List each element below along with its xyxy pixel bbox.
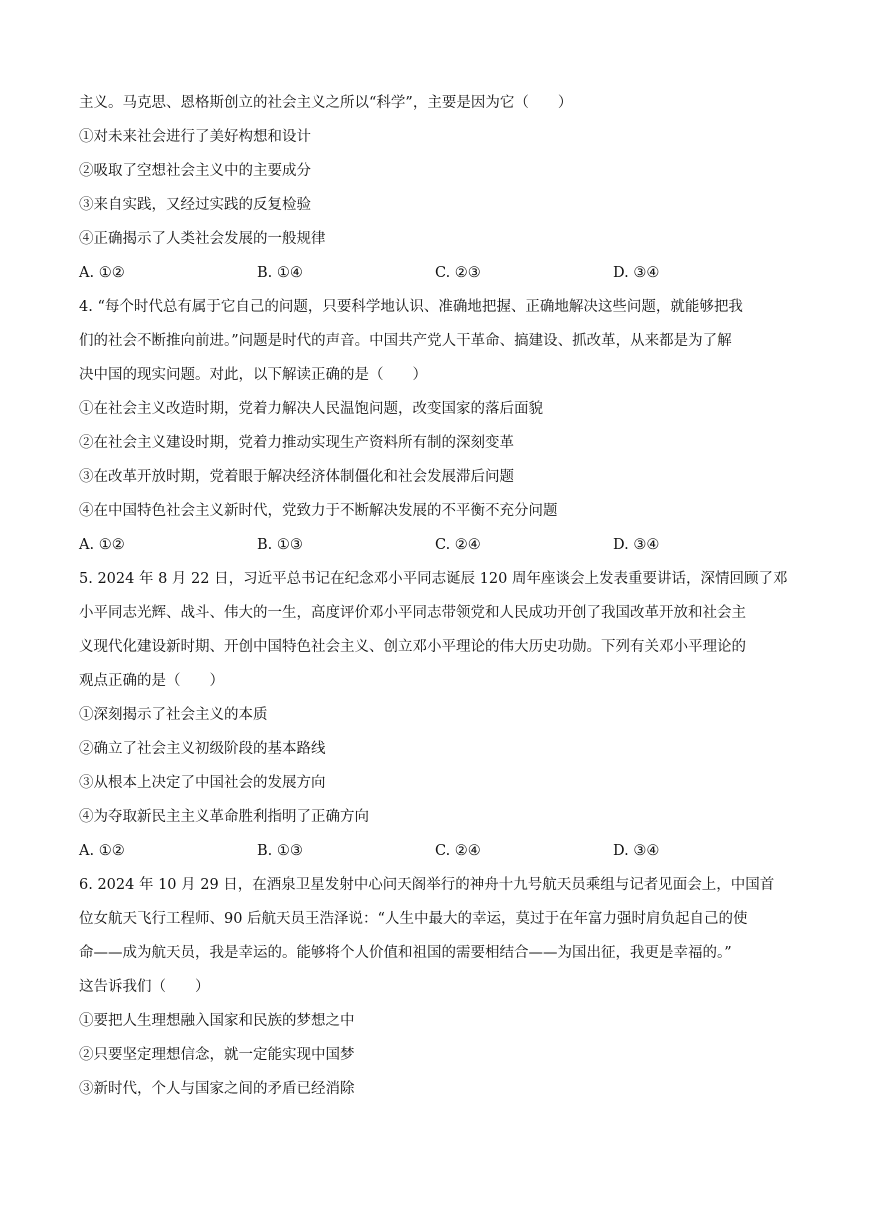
- q4-stem-line-1: 4. “每个时代总有属于它自己的问题，只要科学地认识、准确地把握、正确地解决这些问题，就能够把我: [79, 299, 743, 315]
- q5-options: [79, 834, 791, 868]
- q4-statement-4: ④在中国特色社会主义新时代，党致力于不断解决发展的不平衡不充分问题: [79, 503, 558, 519]
- q5-stem-line-3: 义现代化建设新时期、开创中国特色社会主义、创立邓小平理论的伟大历史功勋。下列有关邓小平理论的: [79, 639, 746, 655]
- q5-option-d: D. ③④: [613, 843, 660, 859]
- q3-statement-1: ①对未来社会进行了美好构想和设计: [79, 129, 311, 145]
- q4-statement-3: ③在改革开放时期，党着眼于解决经济体制僵化和社会发展滞后问题: [79, 469, 514, 485]
- q6-stem-line-3: 命——成为航天员，我是幸运的。能够将个人价值和祖国的需要相结合——为国出征，我更是幸福的。”: [79, 945, 732, 961]
- q4-stem-line-3: 决中国的现实问题。对此，以下解读正确的是（ ）: [79, 367, 427, 383]
- exam-page: [79, 86, 791, 1106]
- q3-statement-4: ④正确揭示了人类社会发展的一般规律: [79, 231, 326, 247]
- q5-statement-2: ②确立了社会主义初级阶段的基本路线: [79, 741, 326, 757]
- q4-stem-line-2: 们的社会不断推向前进。”问题是时代的声音。中国共产党人干革命、搞建设、抓改革，从来都是为了解: [79, 333, 732, 349]
- q6-stem-line-1: 6. 2024 年 10 月 29 日，在酒泉卫星发射中心问天阁举行的神舟十九号航天员乘组与记者见面会上，中国首: [79, 877, 775, 893]
- q6-statement-3: ③新时代，个人与国家之间的矛盾已经消除: [79, 1081, 355, 1097]
- q4-option-b: B. ①③: [257, 537, 303, 553]
- q6-stem-line-2: 位女航天飞行工程师、90 后航天员王浩泽说：“人生中最大的幸运，莫过于在年富力强时肩负起自己的使: [79, 911, 748, 927]
- q6-statement-1: ①要把人生理想融入国家和民族的梦想之中: [79, 1013, 355, 1029]
- q5-statement-3: ③从根本上决定了中国社会的发展方向: [79, 775, 326, 791]
- q4-option-a: A. ①②: [79, 537, 125, 553]
- q5-stem-line-4: 观点正确的是（ ）: [79, 673, 224, 689]
- q3-options: [79, 256, 791, 290]
- q6-statement-2: ②只要坚定理想信念，就一定能实现中国梦: [79, 1047, 355, 1063]
- q4-option-d: D. ③④: [613, 537, 660, 553]
- q5-option-c: C. ②④: [435, 843, 481, 859]
- q3-statement-2: ②吸取了空想社会主义中的主要成分: [79, 163, 311, 179]
- q4-option-c: C. ②④: [435, 537, 481, 553]
- q4-options: [79, 528, 791, 562]
- q5-option-a: A. ①②: [79, 843, 125, 859]
- q3-option-d: D. ③④: [613, 265, 660, 281]
- q6-stem-line-4: 这告诉我们（ ）: [79, 979, 210, 995]
- q5-option-b: B. ①③: [257, 843, 303, 859]
- q4-statement-2: ②在社会主义建设时期，党着力推动实现生产资料所有制的深刻变革: [79, 435, 514, 451]
- q3-option-a: A. ①②: [79, 265, 125, 281]
- q5-statement-4: ④为夺取新民主主义革命胜利指明了正确方向: [79, 809, 369, 825]
- q3-option-b: B. ①④: [257, 265, 303, 281]
- q3-option-c: C. ②③: [435, 265, 481, 281]
- q5-stem-line-2: 小平同志光辉、战斗、伟大的一生，高度评价邓小平同志带领党和人民成功开创了我国改革开放和社会主: [79, 605, 746, 621]
- q3-stem: 主义。马克思、恩格斯创立的社会主义之所以“科学”，主要是因为它（ ）: [79, 95, 573, 111]
- q4-statement-1: ①在社会主义改造时期，党着力解决人民温饱问题，改变国家的落后面貌: [79, 401, 543, 417]
- q3-statement-3: ③来自实践，又经过实践的反复检验: [79, 197, 311, 213]
- q5-statement-1: ①深刻揭示了社会主义的本质: [79, 707, 268, 723]
- q5-stem-line-1: 5. 2024 年 8 月 22 日，习近平总书记在纪念邓小平同志诞辰 120 周年座谈会上发表重要讲话，深情回顾了邓: [79, 571, 788, 587]
